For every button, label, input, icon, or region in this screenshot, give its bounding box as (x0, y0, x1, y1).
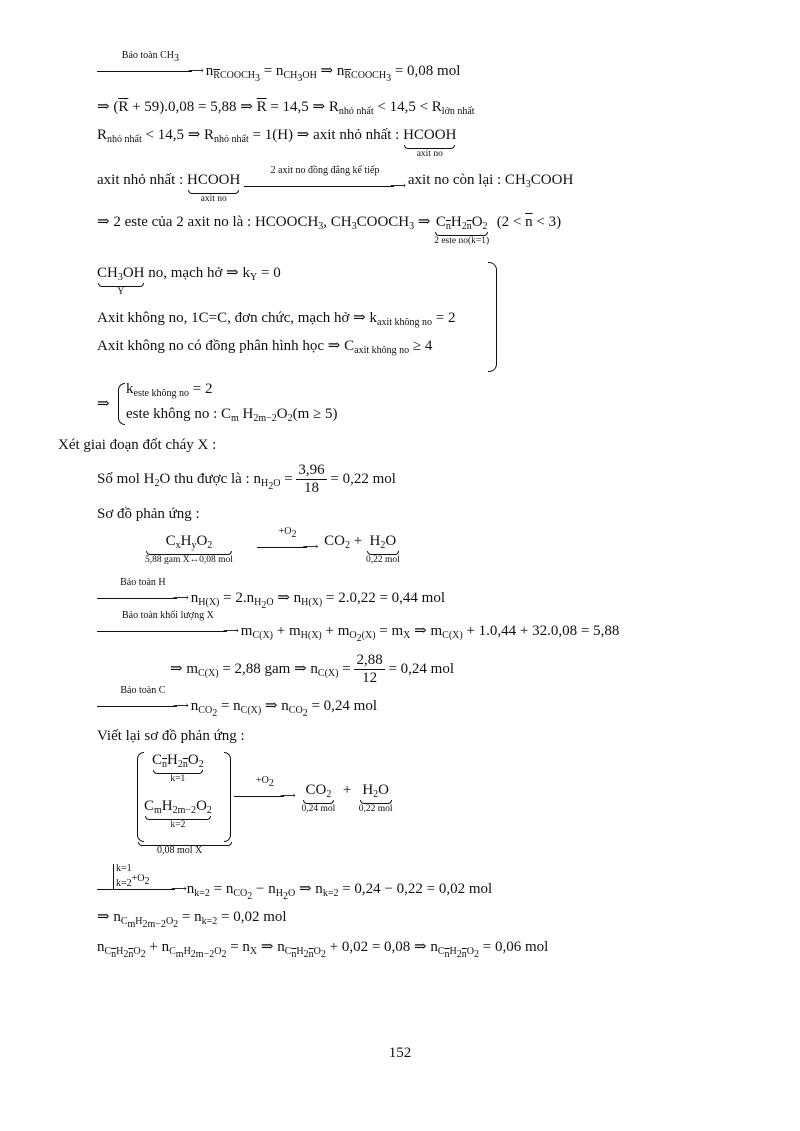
page-number: 152 (388, 1045, 412, 1061)
underbrace-hcooh: HCOOH axit no (403, 127, 457, 160)
h2o-moles-line: Số mol $H_2O$ thu được là : $n_{H_2O}$ = $\frac{3,96}{18}$ = 0,22 mol (97, 462, 396, 497)
bao-toan-h-line: Bảo toàn H ⟶ $n_{H(X)} = 2.n_{H_2O}$ ⇒ $n_{H(X)} = 2.0,22 = 0,44$ mol (97, 590, 445, 607)
arrow-bao-toan-ch3: Bảo toàn $CH_3$ ⟶ (97, 63, 204, 80)
right-brace-scheme (224, 752, 231, 842)
equation-line-9c: este không no : $C_m$ $H_{2m-2}O_2(m \ge 5)$ (126, 406, 338, 424)
scheme2-x-label: 0,08 mol X (157, 845, 203, 856)
section-heading: Xét giai đoạn đốt cháy X : (58, 437, 217, 453)
reaction-scheme-1: $C_xH_yO_2$ 5,88 gam X↔0,08 mol $+O_2$ ⟶ $CO_2$ + $H_2O$ 0,22 mol (145, 526, 400, 566)
nk2b-line: ⇒ $n_{C_mH_{2m-2}O_2} = n_{k=2} = 0,02$ mol (97, 909, 287, 930)
equation-line-5: ⇒ 2 este của 2 axit no là : $HCOOCH_3$, $CH_3COOCH_3$ ⇒ $C_{\overline{n}}H_{2\overline{n}}O_2$ 2 este no(k=1) $(2 < \overline{n} < 3)$ (97, 214, 562, 247)
mc-line: ⇒ $m_{C(X)} = 2,88$ gam ⇒ $n_{C(X)}$ = $\frac{2,88}{12}$ = 0,24 mol (170, 652, 454, 687)
equation-line-3: $R_{nhỏ nhất} < 14,5$ ⇒ $R_{nhỏ nhất} = 1(H)$ ⇒ axit nhỏ nhất : HCOOH axit no (97, 127, 457, 160)
scheme2-ester-no: $C_{\overline{n}}H_{2\overline{n}}O_2$ k=1 (152, 752, 204, 785)
nk2-arrow-label: k=1 $k=2+O_2$ (113, 864, 150, 889)
left-brace-scheme (137, 752, 144, 842)
scheme2-products: $+O_2$ ⟶ $CO_2$ 0,24 mol + $H_2O$ 0,22 mol (234, 782, 393, 815)
equation-line-1: Bảo toàn $CH_3$ ⟶ $n_{\overline{R}COOCH_3} = n_{CH_3OH}$ ⇒ $n_{\overline{R}COOCH_3} = 0,08$ mol (97, 63, 460, 80)
final-line: $n_{C_{\overline{n}}H_{2\overline{n}}O_2} + n_{C_mH_{2m-2}O_2} = n_X$ ⇒ $n_{C_{\overline{n}}H_{2\overline{n}}O_2} + 0,02 = 0,08$ ⇒ $n_{C_{\overline{n}}H_{2\overline{n}}O_2} = 0,06$ mol (97, 939, 549, 960)
left-brace-system (118, 383, 125, 425)
equation-line-7: Axit không no, 1C=C, đơn chức, mạch hở ⇒ $k_{axit không no} = 2$ (97, 310, 456, 328)
equation-line-6: $CH_3OH$ Y no, mạch hở ⇒ $k_Y = 0$ (97, 265, 281, 298)
nk2-line: $⟶n_{k=2} = n_{CO_2} - n_{H_2O}$ ⇒ $n_{k=2} = 0,24 - 0,22 = 0,02$ mol (97, 881, 492, 898)
bao-toan-kl-line: Bảo toàn khối lượng X ⟶ $m_{C(X)} + m_{H(X)} + m_{O_2(X)} = m_X$ ⇒ $m_{C(X)} + 1.0,44 + 32.0,08 = 5,88$ (97, 623, 619, 640)
scheme2-ester-khong-no: $C_mH_{2m-2}O_2$ k=2 (144, 798, 212, 831)
equation-line-9b: $k_{este không no} = 2$ (126, 381, 213, 399)
equation-line-2: ⇒ $(\overline{R} + 59).0,08 = 5,88$ ⇒ $\overline{R} = 14,5$ ⇒ $R_{nhỏ nhất} < 14,5 < R_{lớn nhất}$ (97, 99, 475, 117)
right-brace (488, 262, 497, 372)
equation-line-4: axit nhỏ nhất : HCOOH axit no 2 axit no đồng đẳng kế tiếp ⟶ axit no còn lại : $CH_3COOH$ (97, 165, 574, 205)
equation-line-8: Axit không no có đồng phân hình học ⇒ $C_{axit không no} \ge 4$ (97, 338, 433, 356)
so-do-heading: Sơ đồ phản ứng : (97, 506, 200, 522)
equation-line-9a: ⇒ (97, 396, 110, 412)
viet-lai-heading: Viết lại sơ đồ phản ứng : (97, 728, 245, 744)
bao-toan-c-line: Bảo toàn C ⟶ $n_{CO_2} = n_{C(X)}$ ⇒ $n_{CO_2} = 0,24$ mol (97, 698, 377, 715)
